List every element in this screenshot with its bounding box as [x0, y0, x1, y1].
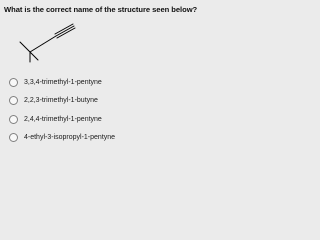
radio-button-icon[interactable]	[9, 96, 18, 105]
triple-bond-line-1	[56, 26, 74, 36]
answer-option-2[interactable]	[9, 92, 115, 111]
radio-button-icon[interactable]	[9, 78, 18, 87]
answer-choices	[9, 73, 115, 147]
answer-option-3[interactable]	[9, 110, 115, 129]
triple-bond-line-2	[57, 28, 75, 38]
answer-option-label: 3,3,4-trimethyl-1-pentyne	[24, 78, 102, 86]
answer-option-4[interactable]	[9, 129, 115, 148]
answer-option-label: 2,4,4-trimethyl-1-pentyne	[24, 115, 102, 123]
chain-bond	[43, 36, 56, 44]
quaternary-carbon-bond	[30, 44, 43, 52]
answer-option-1[interactable]	[9, 73, 115, 92]
triple-bond-line-3	[55, 24, 73, 34]
methyl-bond-left	[20, 42, 30, 52]
answer-option-label: 2,2,3-trimethyl-1-butyne	[24, 97, 98, 105]
answer-option-label: 4-ethyl-3-isopropyl-1-pentyne	[24, 134, 116, 142]
question-text: What is the correct name of the structure seen below?	[4, 5, 198, 14]
radio-button-icon[interactable]	[9, 133, 18, 142]
radio-button-icon[interactable]	[9, 115, 18, 124]
methyl-bond-right	[30, 52, 38, 60]
